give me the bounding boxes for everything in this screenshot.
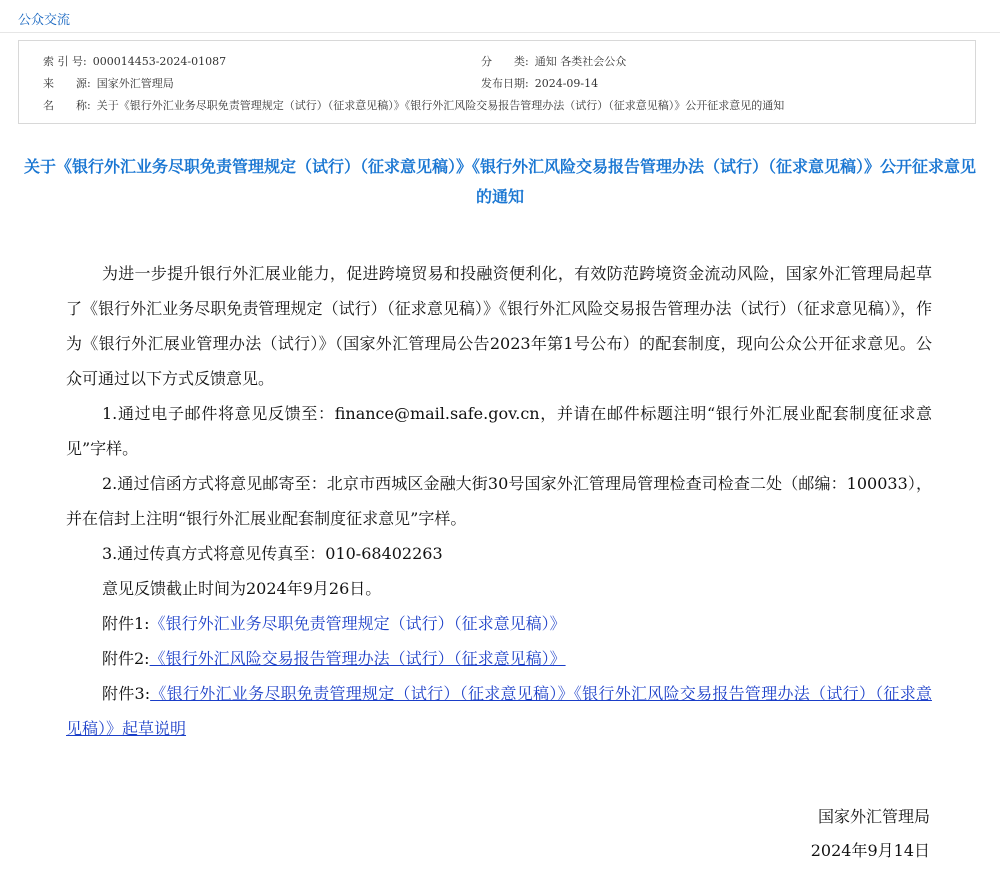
breadcrumb-divider (0, 32, 1000, 33)
meta-category-value: 通知 各类社会公众 (534, 55, 627, 68)
paragraph-fax: 3.通过传真方式将意见传真至：010-68402263 (102, 544, 443, 563)
paragraph-email: 1.通过电子邮件将意见反馈至：finance@mail.safe.gov.cn，并请在邮件标题注明“银行外汇展业配套制度征求意见”字样。 (66, 404, 932, 458)
signature-org: 国家外汇管理局 (817, 807, 930, 826)
meta-date-label: 发布日期: (481, 77, 529, 90)
meta-name-value: 关于《银行外汇业务尽职免责管理规定（试行）（征求意见稿）》《银行外汇风险交易报告管理办法（试行）（征求意见稿）》公开征求意见的通知 (96, 99, 785, 112)
attachment-2 (66, 641, 932, 676)
attachment-3-label: 附件3: (102, 684, 151, 703)
meta-date (481, 75, 598, 91)
paragraph-deadline: 意见反馈截止时间为2024年9月26日。 (102, 579, 382, 598)
document-meta-box (18, 40, 976, 124)
meta-index (43, 53, 226, 69)
document-body (66, 256, 932, 746)
meta-source (43, 75, 174, 91)
attachment-2-label: 附件2: (102, 649, 150, 668)
attachment-2-link[interactable]: 《银行外汇风险交易报告管理办法（试行）（征求意见稿）》 (149, 649, 566, 668)
attachment-1-link[interactable]: 《银行外汇业务尽职免责管理规定（试行）（征求意见稿）》 (149, 614, 566, 633)
meta-date-value: 2024-09-14 (534, 77, 599, 90)
breadcrumb-public-exchange[interactable]: 公众交流 (18, 13, 71, 28)
meta-category-label: 分 类: (481, 55, 529, 68)
meta-category (481, 53, 626, 69)
meta-source-label: 来 源: (43, 77, 91, 90)
meta-index-value: 000014453-2024-01087 (92, 55, 227, 68)
paragraph-mail: 2.通过信函方式将意见邮寄至：北京市西城区金融大街30号国家外汇管理局管理检查司检查二处（邮编：100033），并在信封上注明“银行外汇展业配套制度征求意见”字样。 (66, 474, 932, 528)
meta-name (43, 97, 784, 113)
attachment-1-label: 附件1: (102, 614, 150, 633)
signature-date: 2024年9月14日 (810, 841, 930, 860)
meta-source-value: 国家外汇管理局 (96, 77, 174, 90)
page-title: 关于《银行外汇业务尽职免责管理规定（试行）（征求意见稿）》《银行外汇风险交易报告管理办法（试行）（征求意见稿）》公开征求意见的通知 (23, 157, 976, 206)
meta-name-label: 名 称: (43, 99, 91, 112)
attachment-3 (66, 676, 932, 746)
attachment-1 (66, 606, 932, 641)
paragraph-intro: 为进一步提升银行外汇展业能力，促进跨境贸易和投融资便利化，有效防范跨境资金流动风险，国家外汇管理局起草了《银行外汇业务尽职免责管理规定（试行）（征求意见稿）》《银行外汇风险交易报告管理办法（试行）（征求意见稿）》，作为《银行外汇展业管理办法（试行）》（国家外汇管理局公告2023年第1号公布）的配套制度，现向公众公开征求意见。公众可通过以下方式反馈意见。 (66, 264, 932, 388)
signature-block (811, 800, 930, 868)
meta-index-label: 索 引 号: (43, 55, 87, 68)
attachment-3-link[interactable]: 《银行外汇业务尽职免责管理规定（试行）（征求意见稿）》《银行外汇风险交易报告管理办法（试行）（征求意见稿）》起草说明 (66, 684, 932, 738)
